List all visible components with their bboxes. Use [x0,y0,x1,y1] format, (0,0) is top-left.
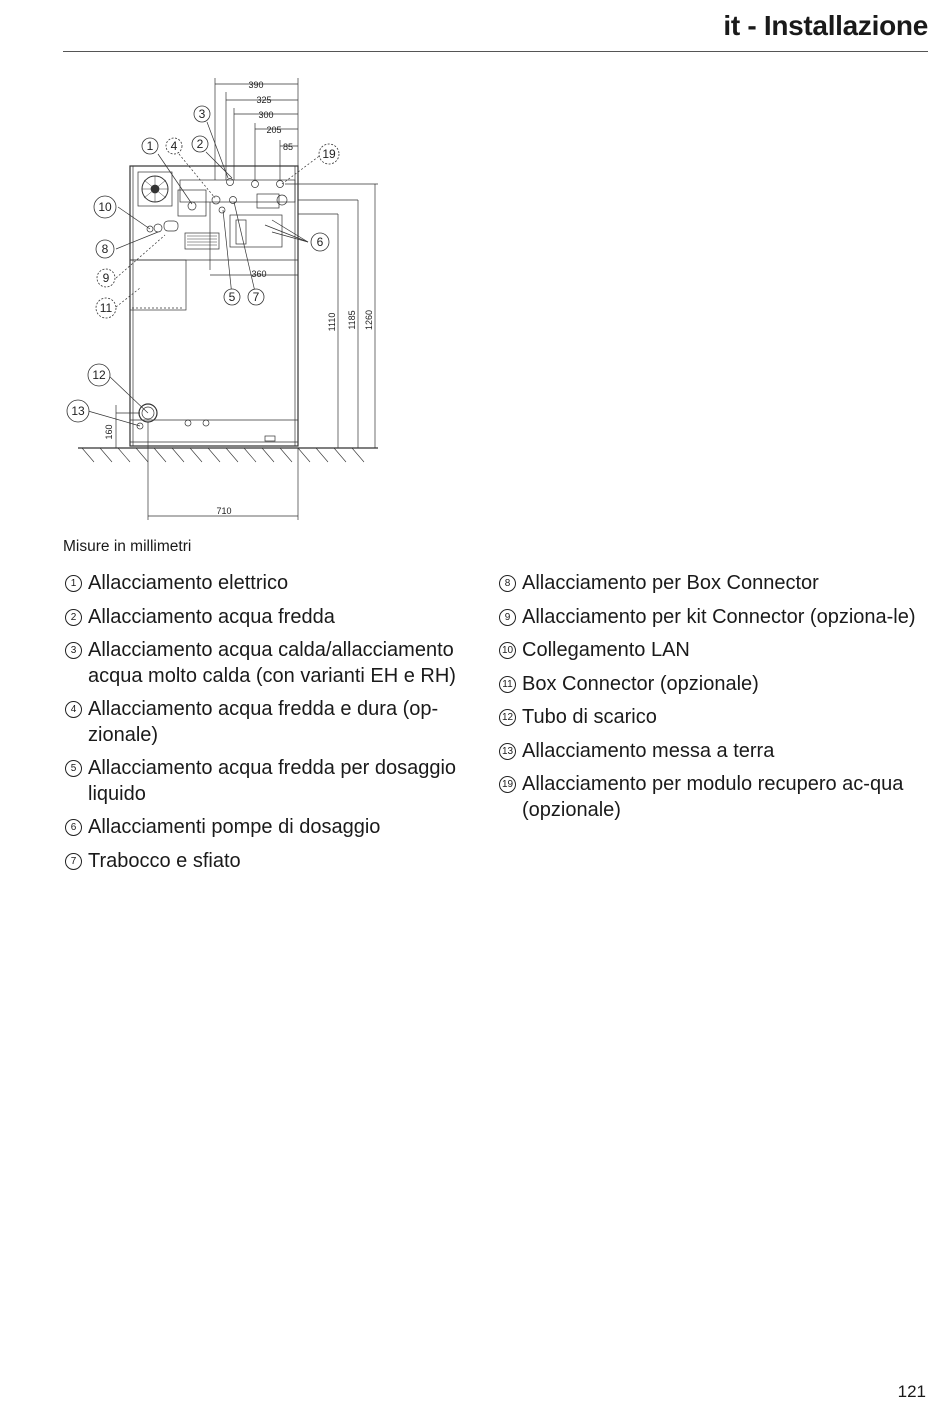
legend-number: 6 [65,819,82,836]
legend-item [497,772,927,823]
legend-text: Allacciamento per kit Connector (opziona-le) [522,605,916,628]
callout-7: 7 [252,290,260,304]
legend-number: 4 [65,701,82,718]
dimension-1110: 1110 [327,312,337,332]
dimension-85: 85 [282,142,294,152]
dimension-390: 390 [248,80,264,90]
dimension-1260: 1260 [364,309,374,331]
legend-number: 9 [499,609,516,626]
callout-12: 12 [92,368,106,382]
callout-10: 10 [98,200,112,214]
dimension-160: 160 [104,424,114,440]
legend-text: Trabocco e sfiato [88,849,241,872]
page-number: 121 [897,1382,926,1401]
legend-item [63,638,493,689]
page-title: it - Installazione [723,10,928,41]
legend-number: 5 [65,760,82,777]
legend-item [497,705,927,731]
technical-drawing [60,70,390,530]
dimension-710: 710 [216,506,232,516]
callout-9: 9 [102,271,110,285]
callout-3: 3 [198,107,206,121]
legend-item [497,638,927,664]
legend-number: 10 [499,642,516,659]
legend-number: 13 [499,743,516,760]
legend-item [63,849,493,875]
legend-number: 1 [65,575,82,592]
legend-text: Tubo di scarico [522,706,657,728]
legend-item [497,571,927,597]
dimension-300: 300 [258,110,274,120]
legend-text: Allacciamento acqua fredda per dosaggio liquido [88,757,457,805]
dimension-325: 325 [256,95,272,105]
legend-item [63,697,493,748]
legend-text: Allacciamento elettrico [88,572,289,594]
legend-item [63,571,493,597]
figure-caption: Misure in millimetri [63,538,192,555]
callout-4: 4 [170,139,178,153]
legend-right-column [497,571,927,831]
legend-item [63,605,493,631]
callout-19: 19 [322,147,336,161]
legend-item [497,672,927,698]
legend-text: Allacciamento per modulo recupero ac-qua (opzionale) [522,773,904,821]
legend-item [63,756,493,807]
legend-text: Allacciamento acqua fredda [88,605,335,628]
legend-text: Box Connector (opzionale) [522,672,759,695]
dimension-1185: 1185 [347,310,357,330]
legend-item [63,815,493,841]
callout-8: 8 [101,242,109,256]
header-divider [63,51,928,52]
dimension-360: 360 [251,269,267,279]
legend-number: 3 [65,642,82,659]
callout-11: 11 [99,301,113,315]
callout-13: 13 [71,404,85,418]
dimension-205: 205 [266,125,282,135]
legend-text: Collegamento LAN [522,639,690,661]
legend-text: Allacciamento messa a terra [522,739,775,762]
callout-2: 2 [196,137,204,151]
legend-text: Allacciamento acqua fredda e dura (op-zionale) [88,698,439,746]
legend-text: Allacciamento acqua calda/allacciamento acqua molto calda (con varianti EH e RH) [88,639,456,687]
callout-1: 1 [146,139,154,153]
legend-number: 19 [499,776,516,793]
legend-number: 12 [499,709,516,726]
legend-number: 11 [499,676,516,693]
legend-text: Allacciamenti pompe di dosaggio [88,816,381,838]
callout-6: 6 [316,235,324,249]
legend-number: 2 [65,609,82,626]
legend-number: 7 [65,853,82,870]
legend-number: 8 [499,575,516,592]
legend-left-column [63,571,493,882]
legend-item [497,605,927,631]
legend-text: Allacciamento per Box Connector [522,572,819,594]
legend-item [497,739,927,765]
callout-5: 5 [228,290,236,304]
